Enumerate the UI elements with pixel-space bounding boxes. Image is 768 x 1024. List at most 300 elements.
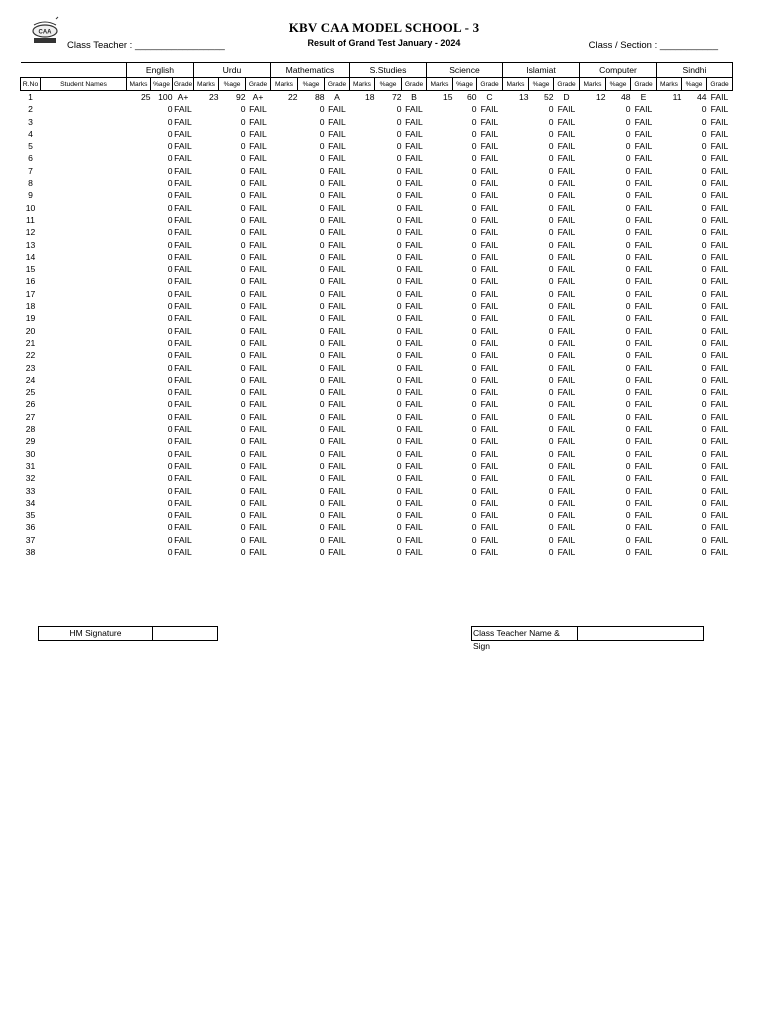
grade-cell: FAIL: [634, 178, 653, 189]
student-name[interactable]: [41, 165, 127, 177]
student-name[interactable]: [41, 177, 127, 189]
percentage-cell: 0: [319, 251, 325, 262]
percentage-cell: 0: [548, 387, 554, 398]
table-row: [21, 177, 733, 189]
grade-cell: FAIL: [480, 473, 499, 484]
student-name[interactable]: [41, 325, 127, 337]
marks-cell: [503, 275, 529, 287]
student-name[interactable]: [41, 386, 127, 398]
grade-cell: FAIL: [174, 350, 192, 361]
percentage-cell: 0: [319, 411, 325, 422]
grade-cell: FAIL: [557, 104, 576, 115]
percentage-cell: 0: [240, 362, 246, 373]
grade-cell: FAIL: [249, 128, 267, 139]
grade-cell: FAIL: [328, 546, 346, 557]
roll-number: 37: [25, 534, 36, 545]
grade-cell: FAIL: [405, 264, 423, 275]
percentage-cell: 0: [396, 362, 402, 373]
marks-cell: [271, 534, 298, 546]
percentage-cell: 0: [167, 202, 173, 213]
student-name[interactable]: [41, 337, 127, 349]
percentage-cell: 0: [167, 460, 173, 471]
subject-header: Mathematics: [271, 63, 350, 78]
marks-cell: [657, 152, 682, 164]
grade-cell: FAIL: [480, 288, 499, 299]
percentage-cell: 0: [548, 473, 554, 484]
grade-cell: FAIL: [710, 497, 729, 508]
marks-cell: [427, 386, 453, 398]
results-table: [20, 62, 733, 558]
percentage-cell: 0: [625, 473, 631, 484]
marks-cell: [657, 497, 682, 509]
grade-cell: FAIL: [174, 448, 192, 459]
marks-cell: [580, 202, 606, 214]
grade-cell: FAIL: [634, 128, 653, 139]
marks-cell: [580, 103, 606, 115]
grade-cell: A: [334, 92, 340, 102]
percentage-cell: 0: [240, 153, 246, 164]
percentage-cell: 0: [167, 473, 173, 484]
percentage-cell: 0: [240, 497, 246, 508]
marks-cell: [127, 152, 151, 164]
marks-cell: [127, 239, 151, 251]
grade-cell: FAIL: [174, 546, 192, 557]
percentage-cell: 0: [701, 227, 707, 238]
student-name[interactable]: [41, 362, 127, 374]
grade-cell: FAIL: [710, 128, 729, 139]
percentage-cell: 0: [167, 411, 173, 422]
percentage-cell: 0: [548, 165, 554, 176]
student-name[interactable]: [41, 460, 127, 472]
grade-cell: FAIL: [557, 227, 576, 238]
roll-number: 34: [25, 497, 36, 508]
student-name[interactable]: [41, 398, 127, 410]
marks-cell: [657, 435, 682, 447]
percentage-cell: 0: [471, 251, 477, 262]
marks-cell: [127, 312, 151, 324]
marks-cell: [194, 521, 219, 533]
grade-cell: FAIL: [710, 448, 729, 459]
grade-cell: FAIL: [328, 473, 346, 484]
percentage-cell: 0: [396, 436, 402, 447]
marks-cell: [427, 165, 453, 177]
grade-header: Grade: [554, 78, 580, 91]
marks-cell: [350, 423, 375, 435]
grade-cell: FAIL: [710, 92, 729, 102]
marks-cell: [271, 140, 298, 152]
student-name[interactable]: [41, 423, 127, 435]
percentage-header: %age: [453, 78, 477, 91]
grade-cell: FAIL: [634, 165, 653, 176]
grade-cell: FAIL: [328, 399, 346, 410]
grade-cell: FAIL: [174, 239, 192, 250]
student-name[interactable]: [41, 312, 127, 324]
percentage-cell: 0: [471, 264, 477, 275]
marks-cell: [657, 214, 682, 226]
percentage-cell: 0: [625, 288, 631, 299]
percentage-cell: 0: [319, 534, 325, 545]
marks-cell: [127, 448, 151, 460]
grade-cell: FAIL: [328, 485, 346, 496]
grade-cell: FAIL: [249, 522, 267, 533]
marks-cell: [503, 497, 529, 509]
table-row: [21, 152, 733, 164]
marks-cell: [350, 374, 375, 386]
student-name[interactable]: [41, 435, 127, 447]
grade-cell: FAIL: [249, 497, 267, 508]
marks-cell: [271, 546, 298, 558]
marks-cell: [194, 485, 219, 497]
grade-cell: FAIL: [634, 362, 653, 373]
marks-cell: [580, 349, 606, 361]
marks-cell: [580, 288, 606, 300]
grade-cell: FAIL: [249, 362, 267, 373]
roll-number: 15: [25, 264, 36, 275]
percentage-cell: 0: [167, 227, 173, 238]
marks-cell: [350, 239, 375, 251]
marks-cell: [350, 152, 375, 164]
percentage-cell: 0: [396, 411, 402, 422]
percentage-cell: 0: [548, 141, 554, 152]
student-name[interactable]: [41, 263, 127, 275]
student-name[interactable]: [41, 534, 127, 546]
student-name[interactable]: [41, 91, 127, 104]
marks-cell: [503, 460, 529, 472]
student-name[interactable]: [41, 239, 127, 251]
student-name[interactable]: [41, 497, 127, 509]
percentage-cell: 0: [319, 497, 325, 508]
grade-cell: FAIL: [710, 485, 729, 496]
percentage-cell: 0: [625, 522, 631, 533]
marks-cell: [194, 177, 219, 189]
marks-cell: 22: [287, 92, 298, 102]
grade-cell: FAIL: [480, 448, 499, 459]
grade-cell: FAIL: [710, 436, 729, 447]
percentage-cell: 0: [396, 116, 402, 127]
percentage-cell: 0: [396, 387, 402, 398]
marks-cell: [194, 263, 219, 275]
grade-cell: FAIL: [405, 214, 423, 225]
grade-cell: FAIL: [405, 141, 423, 152]
marks-cell: [427, 263, 453, 275]
marks-cell: [127, 349, 151, 361]
percentage-cell: 0: [167, 178, 173, 189]
table-row: [21, 411, 733, 423]
percentage-cell: 0: [319, 116, 325, 127]
marks-cell: [194, 362, 219, 374]
percentage-cell: 0: [240, 534, 246, 545]
student-name[interactable]: [41, 189, 127, 201]
percentage-cell: 0: [701, 214, 707, 225]
marks-cell: [427, 349, 453, 361]
marks-cell: [194, 472, 219, 484]
grade-cell: FAIL: [405, 337, 423, 348]
marks-cell: [271, 103, 298, 115]
percentage-cell: 0: [625, 411, 631, 422]
student-name[interactable]: [41, 546, 127, 558]
grade-cell: FAIL: [249, 510, 267, 521]
grade-cell: FAIL: [480, 165, 499, 176]
marks-cell: [127, 128, 151, 140]
marks-cell: 13: [518, 92, 529, 102]
grade-cell: FAIL: [480, 214, 499, 225]
percentage-cell: 0: [167, 313, 173, 324]
grade-cell: FAIL: [557, 534, 576, 545]
table-row: [21, 91, 733, 104]
student-name[interactable]: [41, 509, 127, 521]
grade-cell: FAIL: [174, 387, 192, 398]
marks-cell: [580, 189, 606, 201]
marks-cell: [194, 374, 219, 386]
marks-cell: [427, 103, 453, 115]
table-row: [21, 251, 733, 263]
grade-cell: FAIL: [405, 497, 423, 508]
percentage-cell: 0: [319, 104, 325, 115]
percentage-cell: 0: [319, 350, 325, 361]
percentage-cell: 0: [240, 522, 246, 533]
percentage-cell: 0: [167, 288, 173, 299]
percentage-cell: 0: [701, 239, 707, 250]
percentage-cell: 0: [240, 313, 246, 324]
marks-cell: [503, 116, 529, 128]
table-row: [21, 423, 733, 435]
marks-cell: [580, 460, 606, 472]
student-name[interactable]: [41, 128, 127, 140]
roll-number: 1: [28, 92, 33, 102]
class-teacher-signature-label: Class Teacher Name & Sign: [472, 627, 578, 640]
marks-cell: [657, 374, 682, 386]
grade-cell: FAIL: [634, 497, 653, 508]
percentage-cell: 0: [396, 301, 402, 312]
marks-cell: [503, 472, 529, 484]
grade-cell: FAIL: [405, 460, 423, 471]
percentage-cell: 0: [167, 165, 173, 176]
grade-cell: FAIL: [174, 202, 192, 213]
marks-cell: [503, 140, 529, 152]
student-name[interactable]: [41, 485, 127, 497]
table-row: [21, 546, 733, 558]
marks-cell: [271, 128, 298, 140]
student-name[interactable]: [41, 374, 127, 386]
grade-cell: FAIL: [328, 178, 346, 189]
grade-cell: FAIL: [405, 116, 423, 127]
grade-cell: FAIL: [249, 399, 267, 410]
student-name[interactable]: [41, 288, 127, 300]
student-name[interactable]: [41, 103, 127, 115]
marks-cell: [503, 288, 529, 300]
percentage-cell: 0: [625, 227, 631, 238]
hm-signature-field[interactable]: [153, 627, 217, 640]
percentage-cell: 0: [625, 202, 631, 213]
percentage-header: %age: [682, 78, 707, 91]
marks-cell: [350, 435, 375, 447]
percentage-cell: 0: [548, 178, 554, 189]
grade-cell: FAIL: [710, 276, 729, 287]
marks-cell: [350, 214, 375, 226]
marks-cell: [194, 546, 219, 558]
student-name[interactable]: [41, 140, 127, 152]
student-name[interactable]: [41, 472, 127, 484]
grade-cell: FAIL: [405, 288, 423, 299]
grade-cell: FAIL: [557, 546, 576, 557]
table-row: [21, 165, 733, 177]
grade-cell: FAIL: [328, 436, 346, 447]
percentage-cell: 0: [701, 264, 707, 275]
grade-cell: FAIL: [249, 116, 267, 127]
grade-cell: FAIL: [634, 116, 653, 127]
percentage-cell: 0: [701, 350, 707, 361]
student-name[interactable]: [41, 116, 127, 128]
percentage-cell: 0: [701, 522, 707, 533]
percentage-cell: 0: [240, 165, 246, 176]
marks-cell: [194, 128, 219, 140]
marks-cell: [127, 177, 151, 189]
grade-cell: FAIL: [710, 239, 729, 250]
table-row: [21, 386, 733, 398]
grade-cell: FAIL: [634, 301, 653, 312]
grade-cell: FAIL: [710, 301, 729, 312]
grade-cell: FAIL: [328, 239, 346, 250]
marks-cell: [271, 177, 298, 189]
grade-cell: FAIL: [557, 301, 576, 312]
student-name[interactable]: [41, 214, 127, 226]
table-row: [21, 214, 733, 226]
percentage-cell: 0: [240, 264, 246, 275]
grade-cell: FAIL: [174, 141, 192, 152]
percentage-cell: 0: [396, 522, 402, 533]
percentage-cell: 0: [471, 399, 477, 410]
marks-cell: [503, 312, 529, 324]
marks-cell: [657, 202, 682, 214]
percentage-cell: 0: [319, 460, 325, 471]
grade-cell: FAIL: [328, 141, 346, 152]
marks-cell: [503, 534, 529, 546]
percentage-cell: 0: [701, 546, 707, 557]
grade-cell: FAIL: [405, 165, 423, 176]
marks-cell: [350, 116, 375, 128]
marks-cell: [503, 300, 529, 312]
grade-cell: FAIL: [710, 325, 729, 336]
marks-cell: [350, 263, 375, 275]
roll-number: 30: [25, 448, 36, 459]
percentage-cell: 0: [319, 546, 325, 557]
marks-cell: [503, 189, 529, 201]
percentage-cell: 0: [471, 546, 477, 557]
marks-cell: [127, 202, 151, 214]
percentage-cell: 0: [625, 337, 631, 348]
grade-cell: FAIL: [557, 436, 576, 447]
percentage-cell: 0: [396, 325, 402, 336]
marks-cell: [580, 214, 606, 226]
grade-cell: FAIL: [249, 534, 267, 545]
percentage-cell: 0: [167, 485, 173, 496]
grade-cell: FAIL: [710, 350, 729, 361]
percentage-cell: 0: [240, 374, 246, 385]
marks-cell: [127, 521, 151, 533]
student-name[interactable]: [41, 152, 127, 164]
marks-cell: [194, 288, 219, 300]
grade-cell: FAIL: [174, 153, 192, 164]
percentage-cell: 0: [240, 473, 246, 484]
roll-number: 32: [25, 473, 36, 484]
student-name[interactable]: [41, 448, 127, 460]
marks-cell: 25: [140, 92, 151, 102]
marks-cell: [503, 337, 529, 349]
student-name[interactable]: [41, 349, 127, 361]
percentage-cell: 0: [240, 387, 246, 398]
percentage-cell: 0: [471, 141, 477, 152]
marks-cell: [657, 362, 682, 374]
percentage-cell: 0: [548, 190, 554, 201]
student-name[interactable]: [41, 275, 127, 287]
percentage-cell: 0: [167, 522, 173, 533]
percentage-cell: 0: [396, 473, 402, 484]
marks-header: Marks: [503, 78, 529, 91]
percentage-cell: 0: [701, 288, 707, 299]
percentage-cell: 0: [471, 178, 477, 189]
marks-cell: [350, 177, 375, 189]
percentage-cell: 0: [240, 546, 246, 557]
percentage-cell: 0: [319, 153, 325, 164]
marks-cell: [127, 288, 151, 300]
marks-cell: [427, 435, 453, 447]
marks-cell: [194, 152, 219, 164]
student-name[interactable]: [41, 202, 127, 214]
grade-cell: FAIL: [557, 165, 576, 176]
grade-cell: FAIL: [174, 497, 192, 508]
grade-cell: FAIL: [480, 202, 499, 213]
grade-cell: FAIL: [174, 104, 192, 115]
grade-cell: FAIL: [249, 325, 267, 336]
marks-cell: [350, 472, 375, 484]
percentage-cell: 0: [471, 153, 477, 164]
grade-cell: FAIL: [710, 190, 729, 201]
class-teacher-signature-field[interactable]: [578, 627, 703, 640]
percentage-cell: 0: [319, 510, 325, 521]
table-row: [21, 509, 733, 521]
marks-cell: [580, 435, 606, 447]
student-name[interactable]: [41, 226, 127, 238]
marks-cell: [657, 349, 682, 361]
student-name[interactable]: [41, 521, 127, 533]
student-name[interactable]: [41, 251, 127, 263]
grade-cell: FAIL: [710, 214, 729, 225]
roll-number: 6: [28, 153, 33, 164]
percentage-cell: 0: [548, 301, 554, 312]
percentage-cell: 0: [167, 497, 173, 508]
marks-cell: [427, 534, 453, 546]
table-row: [21, 435, 733, 447]
grade-cell: FAIL: [174, 288, 192, 299]
grade-cell: FAIL: [557, 424, 576, 435]
percentage-cell: 0: [548, 288, 554, 299]
percentage-cell: 0: [625, 510, 631, 521]
grade-cell: FAIL: [328, 411, 346, 422]
marks-cell: [350, 349, 375, 361]
student-name[interactable]: [41, 300, 127, 312]
grade-cell: FAIL: [328, 497, 346, 508]
percentage-cell: 0: [396, 485, 402, 496]
percentage-cell: 0: [701, 301, 707, 312]
marks-cell: [427, 239, 453, 251]
percentage-cell: 0: [548, 239, 554, 250]
marks-cell: [127, 509, 151, 521]
roll-number: 11: [26, 214, 35, 225]
student-name[interactable]: [41, 411, 127, 423]
marks-cell: [350, 165, 375, 177]
grade-cell: FAIL: [557, 128, 576, 139]
grade-cell: FAIL: [174, 116, 192, 127]
